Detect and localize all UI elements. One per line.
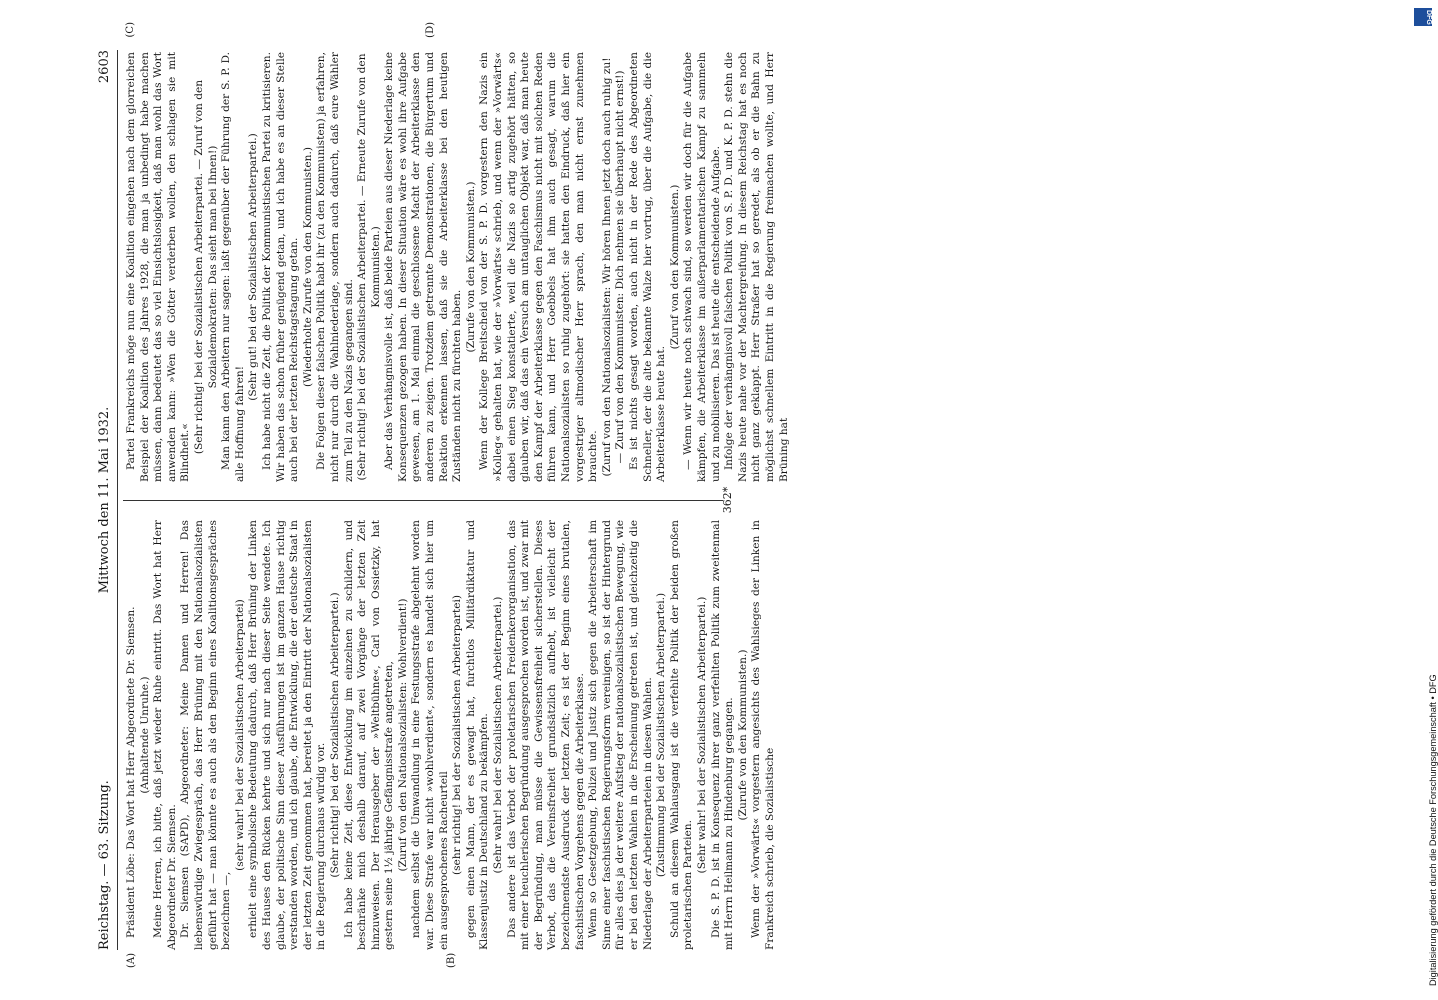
- paragraph: Man kann den Arbeitern nur sagen: laßt gegenüber der Führung der S. P. D. alle Hoffnung fahren!: [220, 52, 246, 482]
- digitization-credit: [1412, 6, 1438, 996]
- page-header: [95, 50, 118, 950]
- right-column: [125, 52, 790, 482]
- dfg-logo: DFG: [1414, 8, 1432, 26]
- paragraph: Es ist nichts gesagt worden, auch nicht in der Rede des Abgeordneten Schneller, der die alte bekannte Walze hier vortrug, über die Aufgabe, die die Arbeiterklasse heute hat.: [627, 52, 668, 482]
- interjection: (Zuruf von den Kommunisten.): [668, 184, 681, 350]
- interjection: (Sehr wahr! bei der Sozialistischen Arbeiterpartei.): [492, 596, 505, 874]
- header-left: Reichstag. — 63. Sitzung.: [97, 780, 112, 950]
- interjection: (Zuruf von den Nationalsozialisten: Wir hören Ihnen jetzt doch auch ruhig zu! — Zuruf von den Kommunisten: Dich nehmen sie überhaupt nicht ernst!): [600, 57, 627, 477]
- interjection: (Sehr richtig! bei der Sozialistischen Arbeiterpartei.): [328, 592, 341, 878]
- margin-marker-b: (B): [446, 952, 457, 968]
- interjection: (sehr richtig! bei der Sozialistischen Arbeiterpartei): [451, 594, 464, 876]
- interjection: (Sehr richtig! bei der Sozialistischen Arbeiterpartei. — Erneute Zurufe von den Kommunisten.): [356, 53, 382, 481]
- paragraph: Präsident Löbe: Das Wort hat Herr Abgeordnete Dr. Siemsen.: [125, 606, 137, 938]
- interjection: (Zuruf von den Nationalsozialisten: Wohlverdient!): [396, 598, 409, 872]
- interjection: (Zustimmung bei der Sozialistischen Arbeiterpartei.): [655, 592, 668, 878]
- margin-marker-d: (D): [425, 22, 436, 38]
- paragraph: Ich habe nicht die Zeit, die Politik der Kommunistischen Partei zu kritisieren. Wir haben das schon früher genügend getan, und ich habe es an dieser Stelle auch bei der letzten Reichstagstagung getan.: [260, 52, 301, 482]
- paragraph: Die S. P. D. ist in Konsequenz ihrer ganz verfehlten Politik zum zweitenmal mit Herrn Heilmann zu Hindenburg gegangen.: [709, 520, 736, 950]
- interjection: (Anhaltende Unruhe.): [138, 676, 151, 794]
- paragraph: Wenn so Gesetzgebung, Polizei und Justiz sich gegen die Arbeiterschaft im Sinne einer faschistischen Regierungsform vereinigen, so ist der Hintergrund für alles dies ja der weitere Aufstieg der nationalsozialistischen Bewegung, wie er bei den letzten Wahlen in die Erscheinung getreten ist, und gleichzeitig die Niederlage der Arbeiterparteien in diesen Wahlen.: [587, 520, 654, 950]
- margin-marker-c: (C): [125, 22, 136, 38]
- interjection: (Zurufe von den Kommunisten.): [736, 649, 749, 821]
- column-divider: [123, 500, 723, 501]
- paragraph: Meine Herren, ich bitte, daß jetzt wieder Ruhe eintritt. Das Wort hat Herr Abgeordneter Dr. Siemsen.: [152, 520, 178, 950]
- paragraph: Wenn der »Vorwärts« vorgestern angesichts des Wahlsieges der Linken in Frankreich schrieb, die Sozialistische: [750, 520, 776, 950]
- margin-marker-a: (A): [126, 952, 137, 968]
- paragraph: Partei Frankreichs möge nun eine Koalition eingehen nach dem glorreichen Beispiel der Koalition des Jahres 1928, die man ja unbedingt habe machen müssen, dann bedeutet das so viel Einsichtslosigkeit, daß man wohl das Wort anwenden kann: »Wen die Götter verderben wollen, den schlagen sie mit Blindheit.«: [125, 52, 192, 482]
- credit-text: Digitalisierung gefördert durch die Deutsche Forschungsgemeinschaft • DFG: [1428, 674, 1438, 986]
- paragraph: nachdem selbst die Umwandlung in eine Festungsstrafe abgelehnt worden war. Diese Strafe war nicht »wohlverdient«, sondern es handelt sich hier um ein ausgesprochenes Racheurteil: [410, 520, 450, 950]
- interjection: (Sehr gut! bei der Sozialistischen Arbeiterpartei.): [247, 133, 260, 401]
- rotated-page: [95, 22, 790, 968]
- interjection: (Sehr wahr! bei der Sozialistischen Arbeiterpartei.): [695, 596, 708, 874]
- paragraph: Die Folgen dieser falschen Politik habt ihr (zu den Kommunisten) ja erfahren, nicht nur durch die Wahlniederlage, sondern auch dadurch, daß eure Wähler zum Teil zu den Nazis gegangen sind.: [315, 52, 355, 482]
- interjection: (Wiederholte Zurufe von den Kommunisten.): [301, 147, 314, 387]
- page-number: 2603: [97, 50, 112, 84]
- paragraph: Das andere ist das Verbot der proletarischen Freidenkerorganisation, das mit einer heuchlerischen Begründung ausgesprochen worden ist, und zwar mit der Begründung, man müsse die Gewissensfreiheit sicherstellen. Dieses Verbot, das die Vereinsfreiheit grundsätzlich aufhebt, ist vielleicht der bezeichnendste Ausdruck der letzten Zeit; es ist der Beginn eines brutalen, faschistischen Vorgehens gegen die Arbeiterklasse.: [505, 520, 586, 950]
- left-column: [125, 520, 776, 968]
- header-date: Mittwoch den 11. Mai 1932.: [97, 406, 112, 594]
- paragraph: — Wenn wir heute noch schwach sind, so werden wir doch für die Aufgabe kämpfen, die Arbeiterklasse im außerparlamentarischen Kampf zu sammeln und zu mobilisieren. Das ist heute die entscheidende Aufgabe.: [682, 52, 722, 482]
- paragraph: Aber das Verhängnisvolle ist, daß beide Parteien aus dieser Niederlage keine Konsequenzen gezogen haben. In dieser Situation wäre es wohl ihre Aufgabe gewesen, am 1. Mai einmal die geschlossene Macht der Arbeiterklasse den anderen zu zeigen. Trotzdem getrennte Demonstrationen, die Bürgertum und Reaktion erkennen lassen, daß sie die Arbeiterklasse bei den heutigen Zuständen nicht zu fürchten haben.: [383, 52, 464, 482]
- signature-number: 362*: [721, 486, 734, 514]
- paragraph: Schuld an diesem Wahlausgang ist die verfehlte Politik der beiden großen proletarischen Parteien.: [668, 520, 695, 950]
- interjection: (sehr wahr! bei der Sozialistischen Arbeiterpartei): [233, 599, 246, 871]
- interjection: (Zurufe von den Kommunisten.): [464, 181, 477, 353]
- paragraph: Ich habe keine Zeit, diese Entwicklung im einzelnen zu schildern, und beschränke mich deshalb darauf, auf zwei Vorgänge der letzten Zeit hinzuweisen. Der Herausgeber der »Weltbühne«, Carl von Ossietzky, hat gestern seine 1½ jährige Gefängnisstrafe angetreten,: [342, 520, 396, 950]
- paragraph: Dr. Siemsen (SAPD), Abgeordneter: Meine Damen und Herren! Das liebenswürdige Zwiegespräch, das Herr Brüning mit den Nationalsozialisten geführt hat — man könnte es auch als den Beginn eines Koalitionsgespräches bezeichnen —,: [179, 520, 233, 950]
- paragraph: Wenn der Kollege Breitscheid von der S. P. D. vorgestern den Nazis ein »Kolleg« gehalten hat, wie der »Vorwärts« schrieb, und wenn der »Vorwärts« dabei einen Sieg konstatierte, weil die Nazis so artig zugehört hätten, so glauben wir, daß das ein Versuch am untauglichen Objekt war, daß man heute den Kampf der Arbeiterklasse gegen den Faschismus nicht mit solchen Reden führen kann, und Herr Goebbels hat ihm auch gesagt, warum die Nationalsozialisten so ruhig zugehört: sie hatten den Eindruck, daß hier ein vorgestriger altmodischer Herr sprach, den man nicht ernst zunehmen brauchte.: [478, 52, 600, 482]
- paragraph: Infolge der verhängnisvoll falschen Politik von S. P. D. und K. P. D. stehn die Nazis heute nahe vor der Machtergreifung. In diesem Reichstag hat es noch nicht ganz geklappt. Herr Straßer hat so geredet, als ob er die Bahn zu möglichst schnellem Eintritt in die Regierung freimachen wollte, und Herr Brüning hat: [723, 52, 790, 482]
- paragraph: erhielt eine symbolische Bedeutung dadurch, daß Herr Brüning der Linken des Hauses den Rücken kehrte und sich nur nach dieser Seite wendete. Ich glaube, der politische Sinn dieser Ausführungen ist im ganzen Hause richtig verstanden worden, und ich glaube, die Entwicklung, die der deutsche Staat in der letzten Zeit genommen hat, bereitet ja den Eintritt der Nationalsozialisten in die Regierung durchaus würdig vor.: [247, 520, 328, 950]
- paragraph: gegen einen Mann, der es gewagt hat, furchtlos Militärdiktatur und Klassenjustiz in Deutschland zu bekämpfen.: [464, 520, 491, 950]
- interjection: (Sehr richtig! bei der Sozialistischen Arbeiterpartei. — Zuruf von den Sozialdemokraten: Das sieht man bei Ihnen!): [192, 79, 219, 455]
